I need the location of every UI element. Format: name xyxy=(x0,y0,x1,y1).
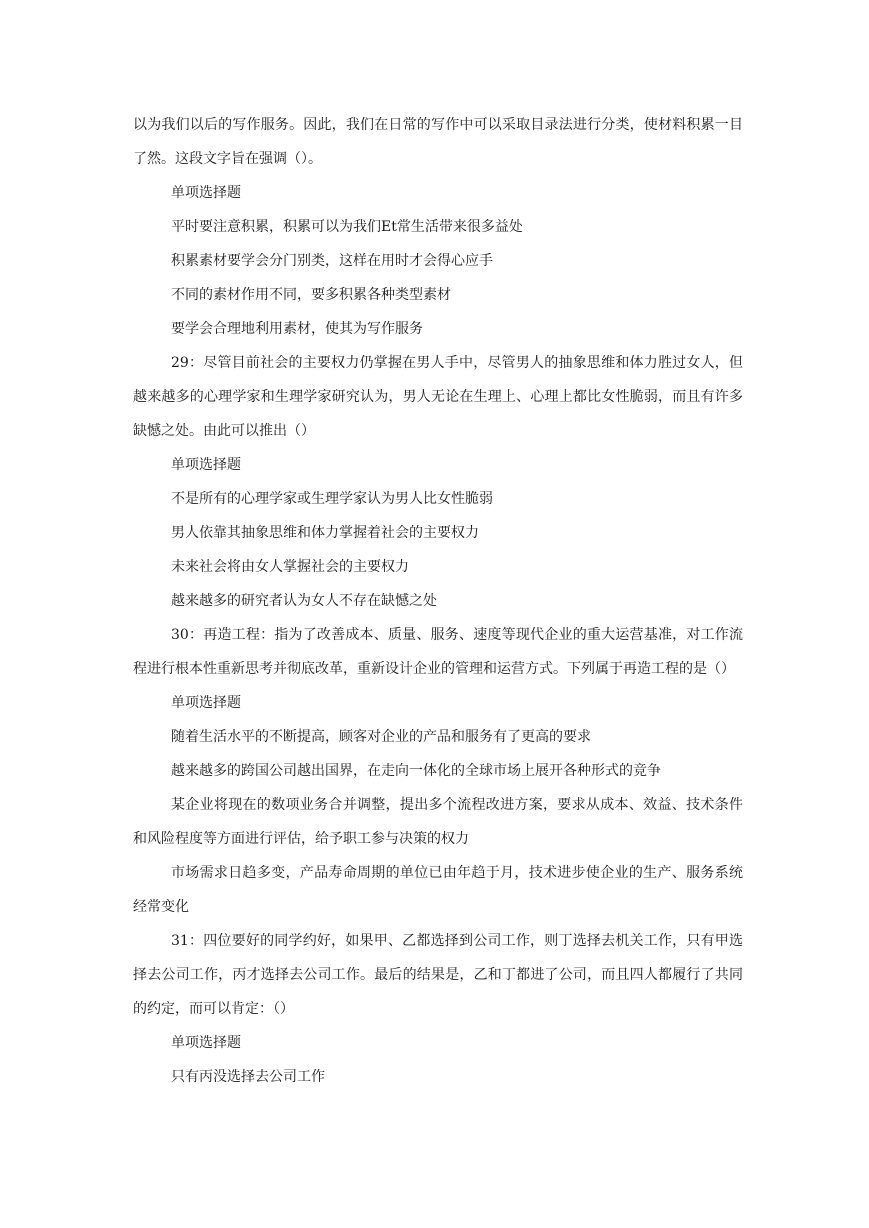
question-29: 29：尽管目前社会的主要权力仍掌握在男人手中，尽管男人的抽象思维和体力胜过女人，但越来越多的心理学家和生理学家研究认为，男人无论在生理上、心理上都比女性脆弱，而且有许多缺憾之处。由此可以推出（） xyxy=(133,355,743,439)
answer-option: 平时要注意积累，积累可以为我们Et常生活带来很多益处 xyxy=(171,219,523,235)
question-type-label: 单项选择题 xyxy=(171,695,241,711)
answer-option: 不是所有的心理学家或生理学家认为男人比女性脆弱 xyxy=(171,491,493,507)
question-type-label: 单项选择题 xyxy=(171,1035,241,1051)
answer-option: 未来社会将由女人掌握社会的主要权力 xyxy=(171,559,409,575)
answer-option: 要学会合理地利用素材，使其为写作服务 xyxy=(171,321,423,337)
answer-option: 市场需求日趋多变，产品寿命周期的单位已由年趋于月，技术进步使企业的生产、服务系统经常变化 xyxy=(133,865,743,915)
answer-option: 积累素材要学会分门别类，这样在用时才会得心应手 xyxy=(171,253,493,269)
answer-option: 某企业将现在的数项业务合并调整，提出多个流程改进方案，要求从成本、效益、技术条件和风险程度等方面进行评估，给予职工参与决策的权力 xyxy=(133,797,743,847)
answer-option: 随着生活水平的不断提高，顾客对企业的产品和服务有了更高的要求 xyxy=(171,729,591,745)
answer-option: 只有丙没选择去公司工作 xyxy=(171,1069,325,1085)
document-content xyxy=(133,108,743,1094)
answer-option: 男人依靠其抽象思维和体力掌握着社会的主要权力 xyxy=(171,525,479,541)
question-type-label: 单项选择题 xyxy=(171,185,241,201)
answer-option: 不同的素材作用不同，要多积累各种类型素材 xyxy=(171,287,451,303)
answer-option: 越来越多的跨国公司越出国界，在走向一体化的全球市场上展开各种形式的竞争 xyxy=(171,763,661,779)
question-text-continued: 以为我们以后的写作服务。因此，我们在日常的写作中可以采取目录法进行分类，使材料积累一目了然。这段文字旨在强调（）。 xyxy=(133,117,743,167)
question-31: 31：四位要好的同学约好，如果甲、乙都选择到公司工作，则丁选择去机关工作，只有甲选择去公司工作，丙才选择去公司工作。最后的结果是，乙和丁都进了公司，而且四人都履行了共同的约定，而可以肯定：（） xyxy=(133,933,743,1017)
question-30: 30：再造工程：指为了改善成本、质量、服务、速度等现代企业的重大运营基准，对工作流程进行根本性重新思考并彻底改革，重新设计企业的管理和运营方式。下列属于再造工程的是（） xyxy=(133,627,743,677)
answer-option: 越来越多的研究者认为女人不存在缺憾之处 xyxy=(171,593,437,609)
question-type-label: 单项选择题 xyxy=(171,457,241,473)
